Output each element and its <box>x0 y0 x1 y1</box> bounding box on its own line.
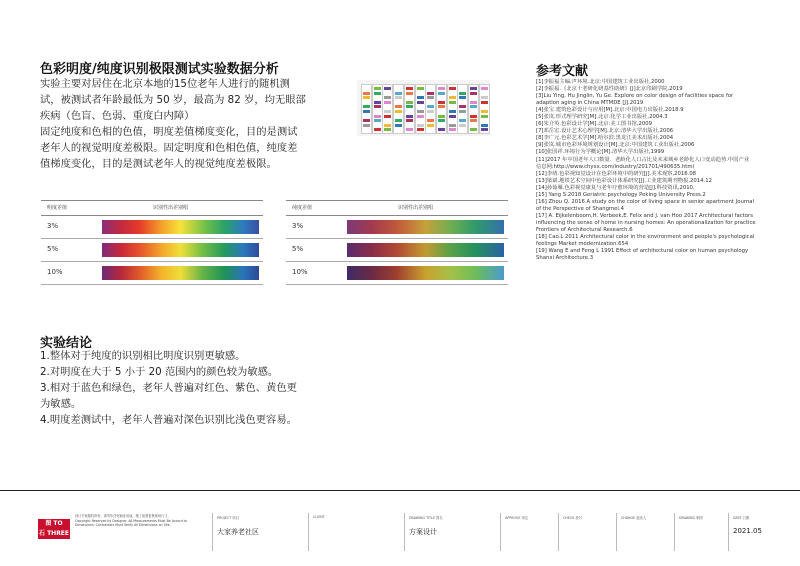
swatch-cell <box>384 87 391 90</box>
header-difference: 纯度差值 <box>292 205 313 211</box>
check-cell: CHECK 校对 <box>558 513 615 551</box>
swatch-cell <box>384 115 391 118</box>
reference-item: [6]朱介英.色彩设计学[M].北京:美工图书馆,2009 <box>536 121 652 128</box>
swatch-column <box>404 84 415 134</box>
swatch-cell <box>384 96 391 99</box>
reference-item: [8]李广元.色彩艺术学[M].哈尔滨:黑龙江美术出版社,2004 <box>536 135 674 142</box>
purity-test-table <box>286 200 508 285</box>
swatch-cell <box>406 115 413 118</box>
paragraph-line: 疾病（色盲、色弱、重度白内障） <box>40 110 195 122</box>
swatch-cell <box>363 105 370 108</box>
swatch-cell <box>449 110 456 113</box>
paragraph-line: 值梯度变化，目的是测试老年人的视觉纯度差极限。 <box>40 158 277 170</box>
reference-item: [14]孙茹雁.色彩视觉康复与老年疗愈环境的营造[J].科技资讯,2010. <box>536 184 695 191</box>
color-spectrum-bar <box>102 266 259 280</box>
references-title: 参考文献 <box>536 64 589 79</box>
swatch-cell <box>417 87 424 90</box>
swatch-column <box>457 84 468 134</box>
conclusion-item: 为敏感。 <box>40 398 82 410</box>
conclusion-item: 4.明度差测试中，老年人普遍对深色识别比浅色更容易。 <box>40 414 297 426</box>
swatch-cell <box>449 124 456 127</box>
header-difference: 明度差值 <box>47 205 68 211</box>
table-row <box>286 262 508 285</box>
swatch-cell <box>374 87 381 90</box>
swatch-cell <box>406 92 413 95</box>
swatch-cell <box>438 119 445 122</box>
swatch-cell <box>363 119 370 122</box>
reference-item: [7]邓岳宏.设计艺术心理学[M].北京:清华大学出版社,2006 <box>536 128 674 135</box>
swatch-cell <box>481 101 488 104</box>
approve-cell: APPROVE 审定 <box>500 513 557 551</box>
swatch-cell <box>384 128 391 131</box>
reference-item: [19] Wang E and Feng L 1991 Effect of architectural color on human psychology <box>536 248 749 255</box>
logo-block: 图 TO 石 THREE <box>38 520 70 537</box>
swatch-cell <box>481 110 488 113</box>
reference-item: Shanxi Architecture.3 <box>536 255 594 262</box>
swatch-cell <box>384 124 391 127</box>
row-label: 3% <box>47 222 59 230</box>
swatch-cell <box>374 101 381 104</box>
swatch-cell <box>406 105 413 108</box>
row-label: 10% <box>47 268 63 276</box>
reference-item: 信息网:http://www.chyxx.com/industry/201701/490635.html <box>536 163 695 170</box>
swatch-cell <box>449 96 456 99</box>
swatch-cell <box>427 92 434 95</box>
swatch-column <box>372 84 383 134</box>
swatch-cell <box>459 92 466 95</box>
table-row <box>41 262 263 285</box>
swatch-cell <box>449 128 456 131</box>
swatch-cell <box>395 119 402 122</box>
reference-item: [9]张岚.城市色彩环境规划设计[M].北京:中国建筑工业出版社,2006 <box>536 142 695 149</box>
swatch-cell <box>427 119 434 122</box>
row-label: 10% <box>292 268 308 276</box>
references-list <box>536 79 781 262</box>
swatch-cell <box>481 128 488 131</box>
swatch-cell <box>417 115 424 118</box>
swatch-cell <box>470 128 477 131</box>
paragraph-line: 固定纯度和色相的色值，明度差值梯度变化，目的是测试 <box>40 126 298 138</box>
header-recognition: 识别性出差别唱 <box>153 205 189 211</box>
conclusion-item: 2.对明度在大于 5 小于 20 范围内的颜色较为敏感。 <box>40 366 279 378</box>
swatch-cell <box>395 92 402 95</box>
row-label: 3% <box>292 222 304 230</box>
swatch-cell <box>438 105 445 108</box>
reference-item: influencing the sense of home in nursing homes: An operationalization for practice <box>536 219 756 226</box>
row-label: 5% <box>47 245 59 253</box>
swatch-cell <box>449 87 456 90</box>
swatch-column <box>447 84 458 134</box>
reference-item: [18] Cao.L 2011 Architectural color in the environment and people's psychological <box>536 234 755 241</box>
reference-item: Frontiers of Architectural Research.6 <box>536 226 633 233</box>
swatch-cell <box>374 92 381 95</box>
swatch-cell <box>417 128 424 131</box>
paragraph-line: 试，被测试者年龄最低为 50 岁，最高为 82 岁，均无眼部 <box>40 94 306 106</box>
experiment-description <box>40 76 330 172</box>
color-spectrum-bar <box>347 243 504 257</box>
swatch-cell <box>363 124 370 127</box>
reference-item: [15] Yang S.2018 Geriatric psychology Peking University Press.2 <box>536 191 706 198</box>
swatch-cell <box>406 128 413 131</box>
swatch-cell <box>470 87 477 90</box>
swatch-cell <box>449 101 456 104</box>
reference-item: feelings Market modernization.654 <box>536 241 629 248</box>
swatch-column <box>425 84 436 134</box>
header-recognition: 识别性出差别唱 <box>398 205 434 211</box>
swatch-cell <box>459 105 466 108</box>
swatch-cell <box>384 101 391 104</box>
swatch-cell <box>470 101 477 104</box>
paragraph-line: 老年人的视觉明度差极限。固定明度和色相色值，纯度差 <box>40 142 298 154</box>
swatch-cell <box>427 105 434 108</box>
date-cell: DATE 日期 2021.05 <box>728 513 789 551</box>
swatch-cell <box>470 119 477 122</box>
reference-item: [5]张岚.形式理学研究[M].北京:化学工业出版社,2004.3 <box>536 114 668 121</box>
swatch-cell <box>438 92 445 95</box>
swatch-cell <box>470 92 477 95</box>
drawing-title-cell: DRAWING TITLE 图名 方案设计 <box>404 513 497 551</box>
reference-item: [1]李振福主编.声环境.北京:中国建筑工业出版社,2000 <box>536 79 665 85</box>
swatch-cell <box>417 96 424 99</box>
divider <box>0 490 800 491</box>
swatch-cell <box>363 110 370 113</box>
swatch-cell <box>481 124 488 127</box>
table-row <box>41 216 263 239</box>
swatch-cell <box>417 101 424 104</box>
row-label: 5% <box>292 245 304 253</box>
lightness-test-table <box>41 200 263 285</box>
color-spectrum-bar <box>347 266 504 280</box>
reference-item: [4]张宝.建筑色彩设计与应用[M].北京:中国电力出版社,2018.9 <box>536 107 684 114</box>
swatch-cell <box>459 96 466 99</box>
swatch-cell <box>384 110 391 113</box>
conclusion-list <box>40 348 320 428</box>
reference-item: [3]Liu Ying, Hu Jinglin, Yu Ge. Explore on color design of facilities space for <box>536 93 734 100</box>
color-spectrum-bar <box>102 243 259 257</box>
swatch-column <box>393 84 404 134</box>
table-row <box>286 216 508 239</box>
color-spectrum-bar <box>347 220 504 234</box>
swatch-cell <box>470 115 477 118</box>
copyright-note: 设计方案版权所有，请勿作任何商业用途，施工前需复核现场尺寸。 Copyright Reserved by Designer. All Measurements Must Be Accord to Dimensions. Contractors Must Verify All Dimensions on Site. <box>75 514 187 528</box>
change-cell: CHANGE 更改人 <box>616 513 673 551</box>
swatch-cell <box>395 96 402 99</box>
reference-item: adaption aging in China MTMDE [J].2019 <box>536 100 644 107</box>
conclusion-title: 实验结论 <box>40 336 93 351</box>
swatch-cell <box>374 105 381 108</box>
reference-item: [16] Zhou Q. 2016 A study on the color of living space in senior apartment Journal <box>536 198 754 205</box>
client-cell: CLIENT <box>308 513 401 551</box>
drawing-cell: DRAWING 制图 <box>674 513 727 551</box>
swatch-cell <box>470 105 477 108</box>
reference-item: [13]梁斌.地铁艺术空间中色彩设计体系研究[J].工业建筑期刊物报,2014.12 <box>536 177 712 184</box>
table-header <box>286 200 508 216</box>
swatch-cell <box>395 124 402 127</box>
project-cell: PROJECT 项目 大家养老社区 <box>212 513 305 551</box>
conclusion-item: 3.相对于蓝色和绿色，老年人普遍对红色、紫色、黄色更 <box>40 382 297 394</box>
title-block <box>0 490 800 566</box>
swatch-cell <box>438 101 445 104</box>
swatch-cell <box>395 110 402 113</box>
swatch-cell <box>459 110 466 113</box>
swatch-cell <box>427 124 434 127</box>
table-row <box>286 239 508 262</box>
swatch-column <box>479 84 490 134</box>
swatch-column <box>382 84 393 134</box>
reference-item: [2]李振福.《北京十老研化研基性助研》[J]北京印刷学院,2019 <box>536 86 683 93</box>
swatch-cell <box>438 128 445 131</box>
reference-item: of the Perspective of Shangmei.4 <box>536 205 624 212</box>
swatch-cell <box>481 96 488 99</box>
swatch-cell <box>438 87 445 90</box>
swatch-cell <box>449 115 456 118</box>
swatch-cell <box>459 119 466 122</box>
reference-item: [10]张国祥.环境行为学概论[M].清华大学出版社,1999 <box>536 149 665 156</box>
swatch-cell <box>363 92 370 95</box>
swatch-cell <box>406 101 413 104</box>
reference-item: [17] A. Eijkelenboom,H. Verbeek,E. Felix and J. van Hoo 2017 Architectural factors <box>536 212 753 219</box>
paragraph-line: 实验主要对居住在北京本地的15位老年人进行的随机测 <box>40 78 290 90</box>
page-title: 色彩明度/纯度识别极限测试实验数据分析 <box>40 62 279 77</box>
swatch-cell <box>406 119 413 122</box>
swatch-cell <box>438 115 445 118</box>
swatch-cell <box>374 119 381 122</box>
table-row <box>41 239 263 262</box>
reference-item: [12]李靖.色彩视知觉设计在色彩环境中的研究[J].美术观察,2016.08 <box>536 170 697 177</box>
swatch-cell <box>481 87 488 90</box>
swatch-cell <box>459 124 466 127</box>
swatch-column <box>436 84 447 134</box>
swatch-cell <box>406 87 413 90</box>
swatch-cell <box>427 110 434 113</box>
swatch-cell <box>363 96 370 99</box>
swatch-cell <box>417 124 424 127</box>
swatch-cell <box>395 105 402 108</box>
swatch-column <box>468 84 479 134</box>
table-header <box>41 200 263 216</box>
swatch-column <box>415 84 426 134</box>
swatch-cell <box>481 115 488 118</box>
company-logo <box>38 519 70 539</box>
swatch-column <box>361 84 372 134</box>
swatch-cell <box>427 96 434 99</box>
swatch-cell <box>374 115 381 118</box>
color-spectrum-bar <box>102 220 259 234</box>
swatch-cell <box>417 110 424 113</box>
color-test-board-image <box>357 80 490 136</box>
swatch-cell <box>374 128 381 131</box>
reference-item: [11]2017 年中国老年人口数量、老龄化人口占比及未来城乡老龄化人口变动趋势.中国产业 <box>536 156 750 163</box>
conclusion-item: 1.整体对于纯度的识别相比明度识别更敏感。 <box>40 350 246 362</box>
